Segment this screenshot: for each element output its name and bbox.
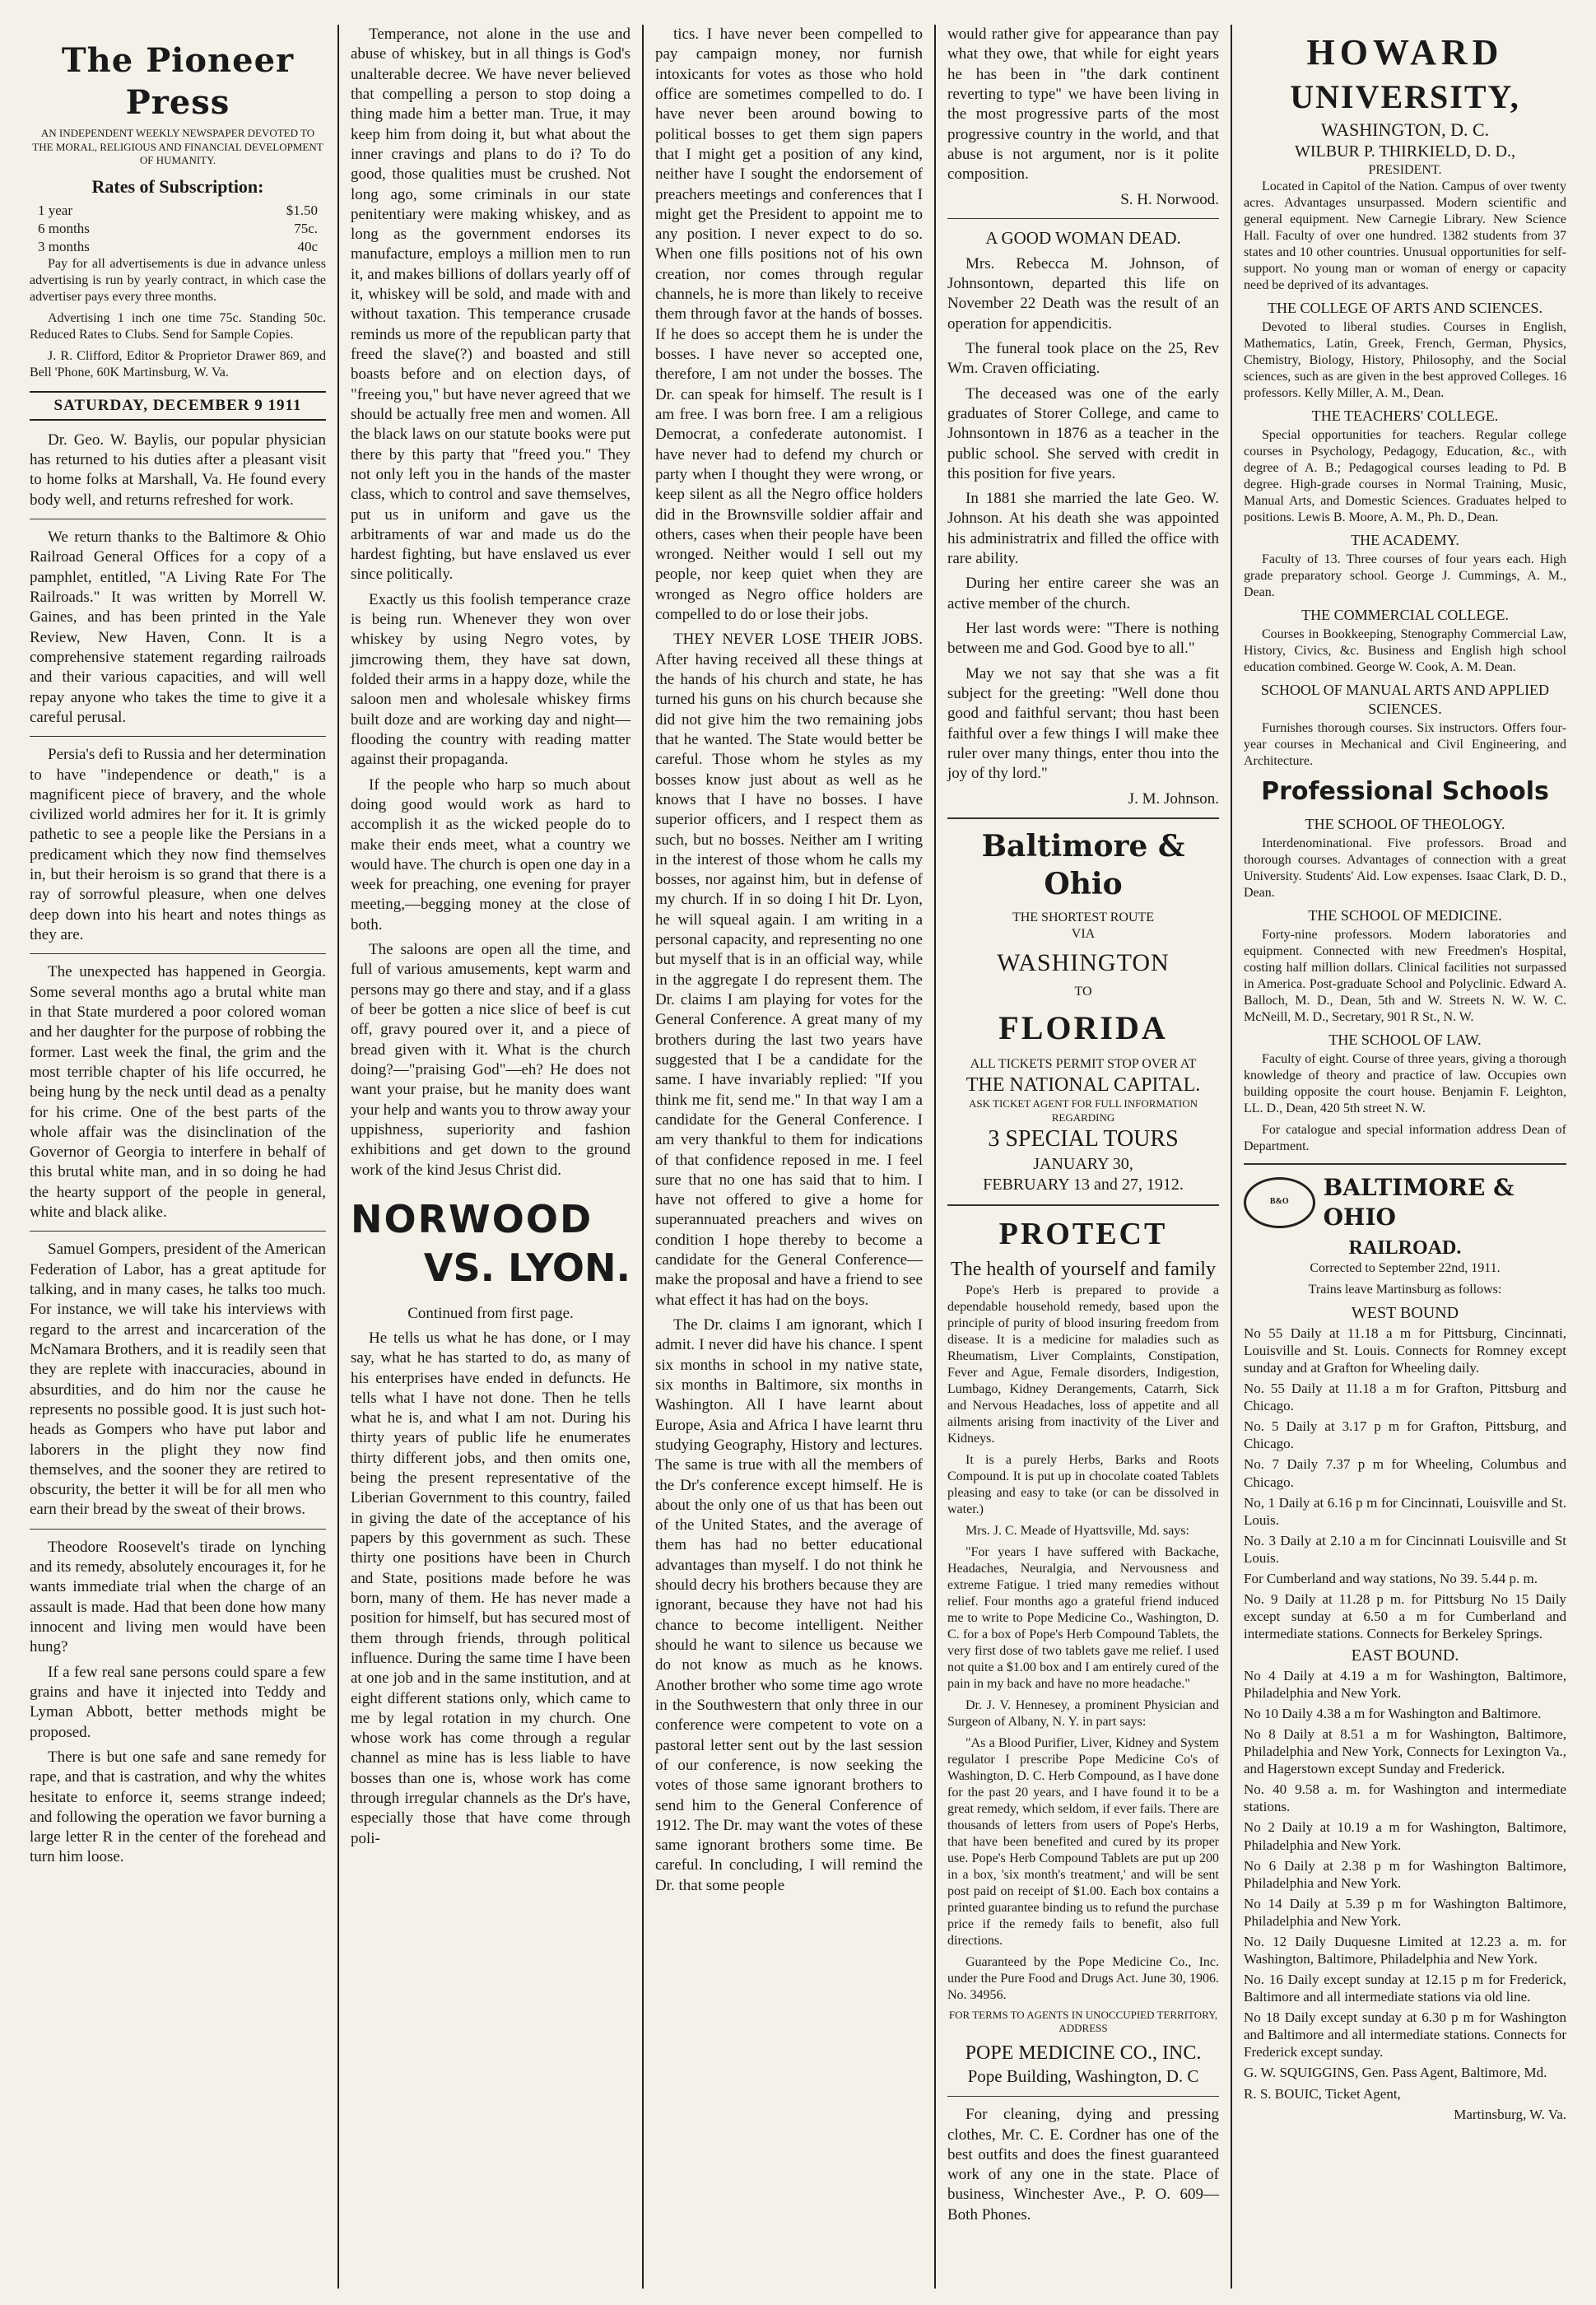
paragraph: Temperance, not alone in the use and abuse of whiskey, but in all things is God's unalterable decree. We have never believed that compelling a person to stop doing a thing made him a better man. True, it may keep him from doing it, but what about the inner cravings and plans to do i? To do good, those qualities must be crushed. Not long ago, some criminals in our state penitentiary were making whiskey, and as long as the government endorses its manufacture, employs a million men to run it, and makes billions of dollars yearly off of it, whiskey will be sold, and made with and without taxation. This temperance crusade reminds us more of the republican party that freed the slave(?) and boasted and still boasts before and on election days, of "freeing you," but have never agreed that we should be actually free men and women. All the black laws on our statute books were put there by this party that "freed you." They not only left you in the hands of the master class, which to control and save themselves, put us in uniform and gave us the arbitraments of war and made us do the hardest fighting, but have enslaved us ever since politically.: [351, 26, 630, 584]
train-entry: No. 16 Daily except sunday at 12.15 p m for Frederick, Baltimore and all intermediate stations via old line.: [1244, 1972, 1566, 2005]
advertising-rates: Advertising 1 inch one time 75c. Standing 50c. Reduced Rates to Clubs. Send for Sample Copies.: [30, 310, 326, 342]
train-entry: No 4 Daily at 4.19 a m for Washington, Baltimore, Philadelphia and New York.: [1244, 1667, 1566, 1701]
train-entry: No 10 Daily 4.38 a m for Washington and Baltimore.: [1244, 1705, 1542, 1721]
section-heading: THE SCHOOL OF THEOLOGY.: [1305, 815, 1505, 832]
paragraph: The funeral took place on the 25, Rev Wm. Craven officiating.: [947, 339, 1219, 378]
column-5: [1232, 25, 1578, 2289]
paragraph: Samuel Gompers, president of the American Federation of Labor, has a great aptitude for talking, and in many cases, he talks too much. For instance, we will take his interviews with regard to the arrest and incarceration of the McNamara Brothers, and it is readily seen that they are replete with inaccuracies, abound in absurdities, and do him nor the cause he represents no possible good. It is just such hot-heads as Gompers who have put labor and laborers in the plight they now find themselves, and the sooner they are retired to obscurity, the better it will be for all men who earn their bread by the sweat of their brows.: [30, 1241, 326, 1519]
railroad-name: BALTIMORE & OHIO: [1323, 1173, 1515, 1231]
rate-row: 1 year $1.50: [38, 203, 318, 219]
ad-paragraph: "For years I have suffered with Backache, Headaches, Neuralgia, and Nervousness and extreme Fatigue. I tried many remedies without relief. Four months ago a grateful friend induced me to write to Pope Medicine Co., Washington, D. C. for a box of Pope's Herb Compound Tablets, the very first dose of two tablets gave me relief. I used not quite a $1.00 box and I am entirely cured of the pain in my back and have no more headache.": [947, 1545, 1219, 1692]
railroad-logo-icon: B&O: [1244, 1177, 1315, 1228]
bo-ad-title: Baltimore & Ohio: [981, 828, 1185, 901]
pope-company-name: POPE MEDICINE CO., INC.: [965, 2042, 1202, 2064]
paragraph: Theodore Roosevelt's tirade on lynching and its remedy, absolutely encourages it, for he wants immediate trial when the charge of an assault is made. Had that been done how many innocent and living men would have been hung?: [30, 1538, 326, 1656]
ad-paragraph: For catalogue and special information address Dean of Department.: [1244, 1122, 1566, 1153]
paragraph: In 1881 she married the late Geo. W. Johnson. At his death she was appointed his administratrix and filled the office with rare ability.: [947, 490, 1219, 568]
train-entry: No 6 Daily at 2.38 p m for Washington Baltimore, Philadelphia and New York.: [1244, 1857, 1566, 1891]
howard-location: WASHINGTON, D. C.: [1320, 119, 1490, 140]
agent-line: G. W. SQUIGGINS, Gen. Pass Agent, Baltimore, Md.: [1244, 2065, 1547, 2081]
divider: [30, 736, 326, 737]
paragraph: If a few real sane persons could spare a few grains and have it injected into Teddy and Lyman Abbott, better methods might be proposed.: [30, 1663, 326, 1741]
train-entry: No. 7 Daily 7.37 p m for Wheeling, Columbus and Chicago.: [1244, 1456, 1566, 1490]
paragraph: For cleaning, dying and pressing clothes, Mr. C. E. Cordner has one of the best outfits and does the finest guaranteed work of any one in the state. Place of business, Winchester Ave., P. O. 609—Both Phones.: [947, 2106, 1219, 2224]
column-2: [339, 25, 644, 2289]
paragraph: Exactly us this foolish temperance craze is being run. Whenever they won over whiskey by using Negro votes, by jimcrowing them, they have sat down, folded their arms in a happy doze, while the saloon men and wholesale whiskey firms built doze and are working day and night—flooding the country with reading matter against their propaganda.: [351, 590, 630, 769]
paragraph: He tells us what he has done, or I may say, what he has started to do, as many of his enterprises have ended in defuncts. He tells what I have not done. Then he tells what he is, and what I am not. During his thirty years of public life he enumerates thirty different jobs, and then omits one, being the present representative of the Liberian Government to this country, failed in giving the date of the acceptance of his papers by this government as such. These thirty one positions have been in Church and State, positions made before he was born, many of them. He has never made a position for himself, but has secured most of them through friends, through political influence. During the same time I have been at one job and in the same institution, and at eight different stations only, which came to me by legal rotation in my church. One whose work has come through a regular channel as mine has is less liable to have bosses than one is, whose work has come through irregular channels as the Dr's have, especially those that have come through poli-: [351, 1329, 630, 1847]
section-heading: THE TEACHERS' COLLEGE.: [1311, 407, 1499, 425]
section-heading: THE COMMERCIAL COLLEGE.: [1301, 607, 1509, 624]
ad-paragraph: Devoted to liberal studies. Courses in English, Mathematics, Latin, Greek, French, German, Physics, Chemistry, Biology, History, Philosophy, and the Social sciences, such as are given in the best approved Colleges. 16 professors. Kelly Miller, A. M., Dean.: [1244, 320, 1566, 401]
train-entry: No, 1 Daily at 6.16 p m for Cincinnati, Louisville and St. Louis.: [1244, 1494, 1566, 1528]
paragraph: During her entire career she was an active member of the church.: [947, 575, 1219, 612]
bo-ad-tours: 3 SPECIAL TOURS: [988, 1125, 1179, 1152]
rates-heading: Rates of Subscription:: [91, 176, 264, 198]
paragraph: tics. I have never been compelled to pay campaign money, nor furnish intoxicants for votes as those who hold office are sometimes compelled to do. I have never been around bowing to political bosses to get them sign papers that I might get a position of any kind, neither have I sought the endorsement of preachers meetings and conferences that I might get the President to appoint me to any position. I never expect to do so. When one fills positions not of his own creation, nor comes through regular channels, he is more than likely to receive them through favor at the hands of bosses. If he does so accept them he is under the bosses. I have never so accepted one, therefore, I am not under the bosses. The Dr. can speak for himself. The result is I am free. I was born free. I am a religious Democrat, a confederate autonomist. I have never had to defend my church or party when I thought they were wrong, or keep silent as all the Negro office holders did in the Brownsville soldier affair and others, cases when their people have been wronged. Neither would I sell out my people, nor keep quiet when they are wronged as Negro office holders are compelled to do or lose their jobs.: [655, 26, 923, 624]
headline-norwood: NORWOOD: [351, 1196, 593, 1241]
agent-line: Martinsburg, W. Va.: [1454, 2106, 1566, 2122]
train-entry: No. 12 Daily Duquesne Limited at 12.23 a. m. for Washington, Baltimore, Philadelphia and New York.: [1244, 1933, 1566, 1967]
bo-ad-washington: WASHINGTON: [997, 948, 1170, 976]
obituary-heading: A GOOD WOMAN DEAD.: [985, 227, 1181, 248]
east-bound-heading: EAST BOUND.: [1351, 1646, 1459, 1665]
train-entry: No 55 Daily at 11.18 a m for Pittsburg, Cincinnati, Louisville and St. Louis. Connects for Romney except sunday and at Grafton for Wheeling daily.: [1244, 1325, 1566, 1376]
railroad-subtitle: RAILROAD.: [1348, 1236, 1462, 1259]
bo-ad-dates: FEBRUARY 13 and 27, 1912.: [983, 1176, 1184, 1194]
bo-ad-capital: THE NATIONAL CAPITAL.: [966, 1073, 1201, 1096]
paragraph: There is but one safe and sane remedy for rape, and that is castration, and why the whites hesitate to enforce it, seems strange indeed; and following the operation we favor burning a large letter R in the center of the forehead and turn him loose.: [30, 1748, 326, 1866]
paragraph: We return thanks to the Baltimore & Ohio Railroad General Offices for a copy of a pamphlet, entitled, "A Living Rate For The Railroads." It was written by Morrell W. Gaines, and has been printed in the Yale Review, New Haven, Conn. It is a comprehensive statement regarding railroads and their various capacities, and will well repay anyone who takes the time to give it a careful perusal.: [30, 529, 326, 726]
editor-info: J. R. Clifford, Editor & Proprietor Drawer 869, and Bell 'Phone, 60K Martinsburg, W. Va.: [30, 348, 326, 380]
bo-ad-route: THE SHORTEST ROUTE: [1012, 910, 1155, 924]
divider: [1244, 1163, 1566, 1165]
payment-terms: Pay for all advertisements is due in advance unless advertising is run by yearly contract, in which case the advertiser pays every three months.: [30, 256, 326, 304]
west-bound-heading: WEST BOUND: [1351, 1304, 1459, 1323]
ad-paragraph: Faculty of 13. Three courses of four years each. High grade preparatory school. George J. Cummings, A. M., Dean.: [1244, 552, 1566, 600]
divider: [947, 817, 1219, 819]
howard-title: HOWARD: [1306, 32, 1504, 72]
bo-ad-florida: FLORIDA: [998, 1009, 1168, 1047]
train-entry: No. 5 Daily at 3.17 p m for Grafton, Pittsburg, and Chicago.: [1244, 1418, 1566, 1452]
railroad-leave: Trains leave Martinsburg as follows:: [1308, 1283, 1502, 1297]
paragraph: Mrs. Rebecca M. Johnson, of Johnsontown, departed this life on November 22 Death was the result of an operation for appendicitis.: [947, 254, 1219, 333]
signature: S. H. Norwood.: [1120, 190, 1219, 208]
paragraph: The unexpected has happened in Georgia. Some several months ago a brutal white man in that State murdered a poor colored woman and her daughter for the purpose of robbing the former. Last week the final, the grim and the most terrible chapter of his life occurred, he being hung by the neck until dead as a penalty for his crime. One of the best parts of the whole affair was the disinclination of the Governor of Georgia to interfere in behalf of this brutal white man, and in so doing he had the hearty support of the people in general, white and black alike.: [30, 963, 326, 1222]
section-heading: THE COLLEGE OF ARTS AND SCIENCES.: [1268, 300, 1542, 317]
bo-ad-stopover: ALL TICKETS PERMIT STOP OVER AT: [970, 1056, 1197, 1071]
railroad-header: [1244, 1173, 1566, 1232]
ad-paragraph: Dr. J. V. Hennesey, a prominent Physician and Surgeon of Albany, N. Y. in part says:: [947, 1698, 1219, 1730]
continued-note: Continued from first page.: [407, 1304, 574, 1322]
divider: [30, 1529, 326, 1530]
rate-row: 3 months 40c: [38, 238, 318, 254]
ad-paragraph: FOR TERMS TO AGENTS IN UNOCCUPIED TERRITORY, ADDRESS: [948, 2009, 1218, 2035]
train-entry: No 8 Daily at 8.51 a m for Washington, Baltimore, Philadelphia and New York, Connects for Lexington Va., and Hagerstown except Sunday and Frederick.: [1244, 1726, 1566, 1777]
railroad-corrected: Corrected to September 22nd, 1911.: [1310, 1261, 1501, 1276]
headline-vs-lyon: VS. LYON.: [423, 1245, 630, 1290]
professional-schools-heading: Professional Schools: [1261, 777, 1549, 807]
paragraph: Persia's defi to Russia and her determination to have "independence or death," is a magnificent piece of bravery, and the whole civilized world admires her for it. It is grimly pathetic to see a people like the Persians in a predicament which they now find themselves in, but their heroism is so grand that there is a ray of sorrowful pleasure, when one delves deep down into his heart and notes things as they are.: [30, 746, 326, 944]
train-entry: For Cumberland and way stations, No 39. 5.44 p. m.: [1244, 1570, 1538, 1586]
paragraph: Dr. Geo. W. Baylis, our popular physician has returned to his duties after a pleasant visit to home folks at Marshall, Va. He found every body well, and returns refreshed for work.: [30, 431, 326, 509]
howard-president-label: PRESIDENT.: [1368, 163, 1442, 178]
protect-heading: PROTECT: [998, 1216, 1168, 1251]
divider: [947, 218, 1219, 219]
divider: [30, 953, 326, 954]
paragraph: The deceased was one of the early graduates of Storer College, and came to Johnsontown in 1876 as a teacher in the public school. She served with credit in this position for five years.: [947, 384, 1219, 482]
masthead: The Pioneer Press: [61, 41, 295, 123]
protect-subheading: The health of yourself and family: [951, 1259, 1216, 1281]
section-heading: THE ACADEMY.: [1351, 532, 1459, 549]
ad-paragraph: Special opportunities for teachers. Regular college courses in Psychology, Pedagogy, Education, &c., with degree of A. B.; Pedagogical courses leading to Pd. B degree. High-grade courses in Normal Training, Music, Manual Arts, and Domestic Sciences. Graduates helped to positions. Lewis B. Moore, A. M., Ph. D., Dean.: [1244, 428, 1566, 525]
ad-paragraph: Courses in Bookkeeping, Stenography Commercial Law, History, Civics, &c. Business and English high school education combined. George W. Cook, A. M. Dean.: [1244, 627, 1566, 675]
train-entry: No. 9 Daily at 11.28 p m. for Pittsburg No 15 Daily except sunday at 6.50 a m for Cumberland and intermediate stations. Connects for Berkeley Springs.: [1244, 1590, 1566, 1642]
rate-row: 6 months 75c.: [38, 221, 318, 237]
paragraph: would rather give for appearance than pay what they owe, that while for eight years he has been in "the dark continent reverting to type" we have been living in the most progressive parts of the most progressive country in the world, and that abuse is not argument, nor is it polite composition.: [947, 26, 1219, 184]
paragraph: The Dr. claims I am ignorant, which I admit. I never did have his chance. I spent six months in school in my native state, six months in Baltimore, six months in Washington. All I have learnt about Europe, Asia and Africa I have learnt thru studying Geography, History and lectures. The same is true with all the members of the Dr's conference except himself. He is about the only one of us that has been out of the United States, and the average of them has had no better educational advantages than myself. I do not think he should decry his brothers because they are ignorant, because they have not had his chance to become intelligent. Neither should he want to silence us because we do not know as much as he knows. Another brother who some time ago wrote in the Southwestern that only three in our conference were competent to vote on a pastoral letter sent out by the last session of our conference, is now seeking the votes of those same ignorant brothers to send him to the General Conference of 1912. The Dr. may want the votes of these same ignorant brothers some time. Be careful. In concluding, I will remind the Dr. that some people: [655, 1316, 923, 1894]
paragraph: The saloons are open all the time, and full of various amusements, kept warm and persons may go there and stay, and if a glass of beer be gotten a nice slice of beef is cut off, gravy poured over it, and a piece of bread given with it. What is the church doing?—"praising God"—eh? He does not want your praise, but he manity does want your help and wants you to throw away your uppishness, superiority and fashion exhibitions and get down to the ground work of the kind Jesus Christ did.: [351, 941, 630, 1179]
section-heading: THE SCHOOL OF MEDICINE.: [1308, 906, 1502, 924]
ad-paragraph: Forty-nine professors. Modern laboratories and equipment. Connected with new Freedmen's Hospital, costing half million dollars. Clinical facilities not surpassed in America. Post-graduate School and Polyclinic. Edward A. Balloch, M. D., Dean, 5th and W. Streets N. W. W. C. McNeill, M. D., Secretary, 901 R St., N. W.: [1244, 927, 1566, 1024]
ad-paragraph: Furnishes thorough courses. Six instructors. Offers four-year courses in Mechanical and Civil Engineering, and Architecture.: [1244, 721, 1566, 769]
bo-ad-via: VIA: [1071, 926, 1096, 941]
section-heading: SCHOOL OF MANUAL ARTS AND APPLIED SCIENCES.: [1260, 682, 1550, 718]
bo-ad-ask: ASK TICKET AGENT FOR FULL INFORMATION REGARDING: [969, 1097, 1198, 1124]
ad-paragraph: Mrs. J. C. Meade of Hyattsville, Md. says:: [966, 1524, 1189, 1539]
ad-paragraph: Pope's Herb is prepared to provide a dependable household remedy, based upon the principle of purity of blood insuring freedom from disease. It is a medicine for maladies such as Rheumatism, Liver Complaints, Constipation, Fever and Ague, Female disorders, Indigestion, Lumbago, Kidney Derangements, Catarrh, Sick and Nervous Headaches, loss of appetite and all ailments arising from inactivity of the Liver and Kidneys.: [947, 1283, 1219, 1446]
ad-paragraph: Located in Capitol of the Nation. Campus of over twenty acres. Advantages unsurpassed. Modern scientific and general equipment. New Carnegie Library. New Science Hall. Faculty of over one hundred. 1382 students from 37 states and 10 other countries. Unusual opportunities for self-support. No young man or woman of energy or capacity need be deprived of its advantages.: [1244, 179, 1566, 293]
train-entry: No 2 Daily at 10.19 a m for Washington, Baltimore, Philadelphia and New York.: [1244, 1819, 1566, 1853]
train-entry: No 18 Daily except sunday at 6.30 p m for Washington and Baltimore and all intermediate stations. Connects for Frederick except sunday.: [1244, 2009, 1566, 2061]
train-entry: No 14 Daily at 5.39 p m for Washington Baltimore, Philadelphia and New York.: [1244, 1895, 1566, 1929]
tagline: AN INDEPENDENT WEEKLY NEWSPAPER DEVOTED TO THE MORAL, RELIGIOUS AND FINANCIAL DEVELOPMENT OF HUMANITY.: [32, 127, 323, 166]
dateline: SATURDAY, DECEMBER 9 1911: [30, 391, 326, 421]
agent-line: R. S. BOUIC, Ticket Agent,: [1244, 2085, 1401, 2102]
university-title: UNIVERSITY,: [1290, 78, 1520, 116]
signature: J. M. Johnson.: [1128, 789, 1219, 808]
pope-company-address: Pope Building, Washington, D. C: [967, 2066, 1199, 2087]
bo-ad-dates: JANUARY 30,: [1033, 1154, 1133, 1173]
ad-paragraph: Interdenominational. Five professors. Broad and thorough courses. Advantages of connection with a great University. Students' Aid. Low expenses. Isaac Clark, D. D., Dean.: [1244, 836, 1566, 900]
howard-president-name: WILBUR P. THIRKIELD, D. D.,: [1295, 142, 1515, 161]
ad-paragraph: Guaranteed by the Pope Medicine Co., Inc. under the Pure Food and Drugs Act. June 30, 1906. No. 34956.: [947, 1955, 1219, 2003]
divider: [947, 2096, 1219, 2097]
train-entry: No. 40 9.58 a. m. for Washington and intermediate stations.: [1244, 1781, 1566, 1815]
paragraph: Her last words were: "There is nothing between me and God. Good bye to all.": [947, 620, 1219, 658]
ad-paragraph: It is a purely Herbs, Barks and Roots Compound. It is put up in chocolate coated Tablets pleasing and easy to take (or can be dissolved in water.): [947, 1453, 1219, 1517]
train-entry: No. 3 Daily at 2.10 a m for Cincinnati Louisville and St Louis.: [1244, 1532, 1566, 1566]
paragraph: If the people who harp so much about doing good would work as hard to accomplish it as the wicked people do to make their ends meet, what a country we would have. The church is open one day in a week for preaching, one evening for prayer meeting,—begging money at the close of both.: [351, 775, 630, 934]
divider: [30, 1231, 326, 1232]
divider: [947, 1204, 1219, 1206]
column-3: [644, 25, 936, 2289]
column-1: [18, 25, 339, 2289]
paragraph: THEY NEVER LOSE THEIR JOBS. After having received all these things at the hands of his church and state, he has turned his guns on his church because she did not give him the two remaining jobs that he wanted. The State would better be careful. Those whom he styles as my bosses know just about as well as he knows that I have no bosses. I have superior officers, and I respect them as such, but no bosses. Neither am I writing in the interest of those whom he calls my bosses, nor against him, but in defense of my church. If in so doing I hit Dr. Lyon, he will squeal again. I am writing in a personal capacity, and representing no one but myself that is in an official way, while in the aggregate I do represent them. The Dr. claims I am playing for votes for the General Conference. A great many of my brothers during the last two years have suggested that I be a candidate for the same. I have invariably replied: "If you think me fit, send me." In that way I am a candidate for the General Conference. I am very thankful to them for indications of that confidence reposed in me. I feel sure that no one has said that to him. I have not offered to give a home for superannuated preachers and wives on condition I hope thereby to become a candidate for the General Conference—make the proposal and have a friend to see what effect it has had on the boys.: [655, 631, 923, 1309]
train-entry: No. 55 Daily at 11.18 a m for Grafton, Pittsburg and Chicago.: [1244, 1381, 1566, 1414]
ad-paragraph: "As a Blood Purifier, Liver, Kidney and System regulator I prescribe Pope Medicine Co's of Washington, D. C. Herb Compound, as I have done for the past 20 years, and I have found it to be a great remedy, which seldom, if ever fails. There are thousands of letters from users of Pope's Herbs, that have been benefited and cured by its proper use. Pope's Herb Compound Tablets are put up 200 in a box, 'six month's treatment,' and will be sent post paid on receipt of $1.00. Each box contains a printed guarantee binding us to refund the purchase price if the remedy fails to benefit, also full directions.: [947, 1736, 1219, 1949]
ad-paragraph: Faculty of eight. Course of three years, giving a thorough knowledge of theory and practice of law. Occupies own building opposite the court house. Benjamin F. Leighton, LL. D., Dean, 420 5th street N. W.: [1244, 1051, 1566, 1115]
column-4: [936, 25, 1232, 2289]
bo-ad-to: TO: [1074, 985, 1092, 999]
paragraph: May we not say that she was a fit subject for the greeting: "Well done thou good and faithful servant; thou hast been faithful over a few things I will make thee ruler over many things, enter thou into the joy of thy lord.": [947, 664, 1219, 783]
section-heading: THE SCHOOL OF LAW.: [1328, 1031, 1482, 1048]
